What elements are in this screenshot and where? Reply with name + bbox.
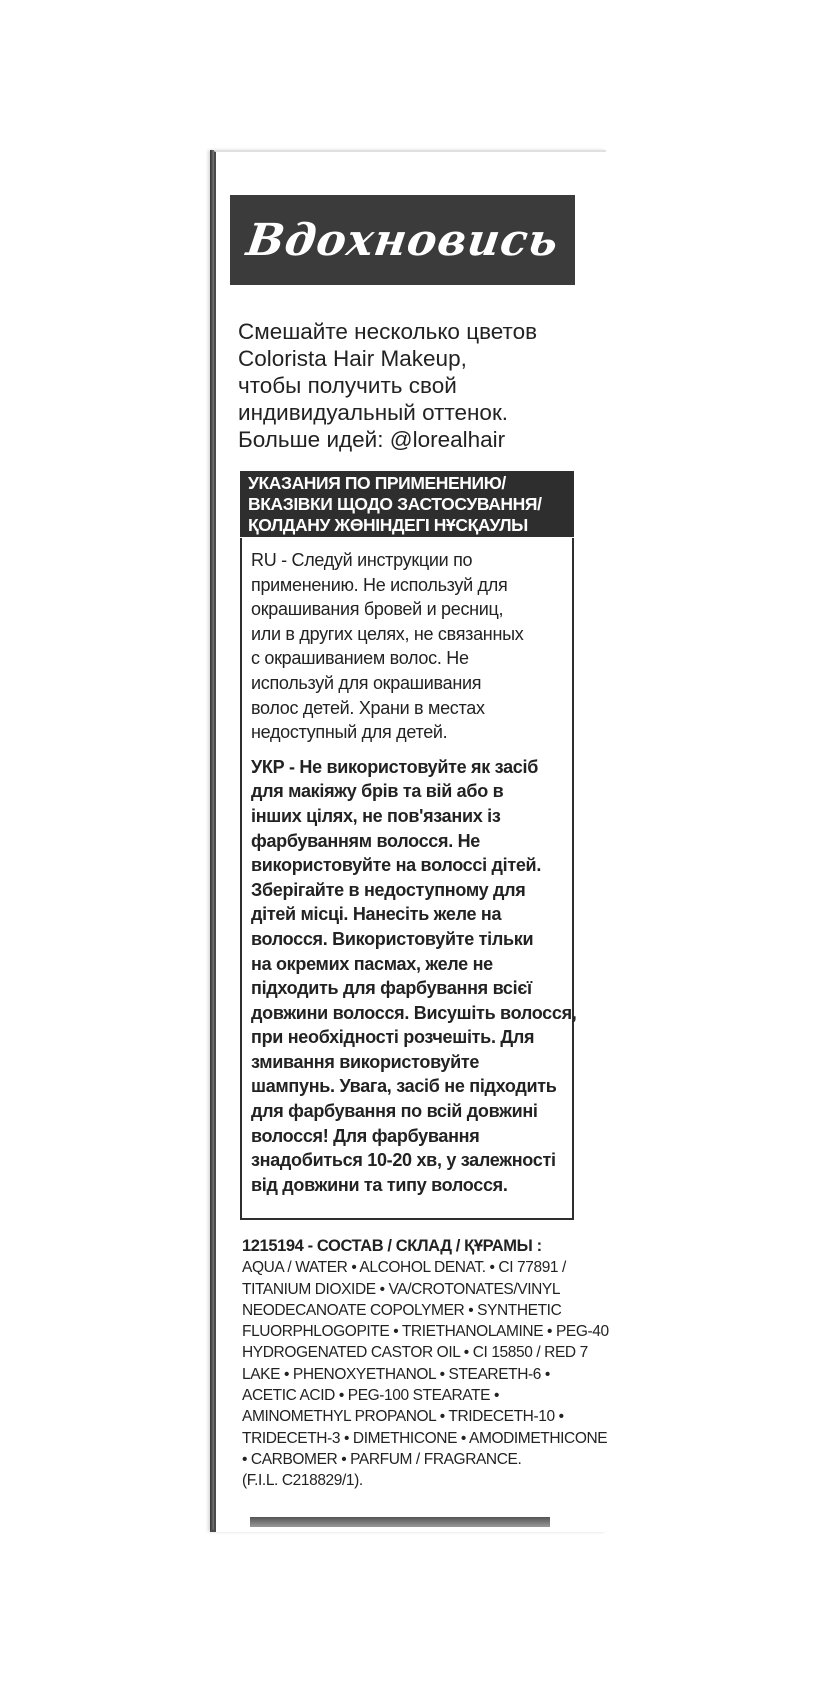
ukr-line: від довжини та типу волосся. bbox=[251, 1174, 508, 1195]
directions-header bbox=[240, 471, 574, 537]
ru-line: используй для окрашивания bbox=[251, 672, 482, 693]
directions-ru bbox=[251, 548, 566, 745]
intro-text bbox=[238, 318, 588, 453]
ukr-line: знадобиться 10-20 хв, у залежності bbox=[251, 1150, 556, 1171]
ukr-line: дітей місці. Нанесіть желе на bbox=[251, 904, 502, 925]
ingredients-line: FLUORPHLOGOPITE • TRIETHANOLAMINE • PEG-40 bbox=[242, 1323, 609, 1341]
ingredients-line: • CARBOMER • PARFUM / FRAGRANCE. bbox=[242, 1450, 522, 1468]
package-bottom-stripe bbox=[250, 1517, 550, 1527]
ukr-line: довжини волосся. Висушіть волосся, bbox=[251, 1002, 577, 1023]
directions-header-line: ҚОЛДАНУ ЖӨНІНДЕГІ НҰСҚАУЛЫ bbox=[248, 515, 528, 535]
directions-box bbox=[240, 538, 577, 1220]
ukr-line: при необхідності розчешіть. Для bbox=[251, 1027, 535, 1048]
intro-line: Больше идей: @lorealhair bbox=[238, 427, 506, 452]
ingredients-line: LAKE • PHENOXYETHANOL • STEARETH-6 • bbox=[242, 1365, 550, 1383]
ukr-line: для макіяжу брів та вій або в bbox=[251, 781, 504, 802]
ukr-line: волосся. Використовуйте тільки bbox=[251, 928, 534, 949]
ingredients-header: 1215194 - СОСТАВ / СКЛАД / ҚҰРАМЫ : bbox=[242, 1237, 542, 1255]
ukr-line: змивання використовуйте bbox=[251, 1051, 480, 1072]
ukr-line: підходить для фарбування всієї bbox=[251, 978, 532, 999]
banner-title: Вдохновись bbox=[243, 214, 562, 266]
ru-line: окрашивания бровей и ресниц, bbox=[251, 599, 504, 620]
ingredients-line: AQUA / WATER • ALCOHOL DENAT. • CI 77891 / bbox=[242, 1259, 566, 1277]
ukr-line: для фарбування по всій довжині bbox=[251, 1101, 538, 1122]
ukr-line: інших цілях, не пов'язаних із bbox=[251, 805, 501, 826]
ingredients-list bbox=[242, 1236, 609, 1492]
ru-line: с окрашиванием волос. Не bbox=[251, 648, 469, 669]
ingredients-line: NEODECANOATE COPOLYMER • SYNTHETIC bbox=[242, 1301, 562, 1319]
ru-line: недоступный для детей. bbox=[251, 722, 448, 743]
ukr-line: використовуйте на волоссі дітей. bbox=[251, 855, 542, 876]
ru-line: или в других целях, не связанных bbox=[251, 623, 524, 644]
ingredients-line: HYDROGENATED CASTOR OIL • CI 15850 / RED 7 bbox=[242, 1344, 588, 1362]
inspire-banner bbox=[230, 195, 575, 285]
ukr-line: Зберігайте в недоступному для bbox=[251, 879, 526, 900]
ingredients-line: AMINOMETHYL PROPANOL • TRIDECETH-10 • bbox=[242, 1408, 564, 1426]
ingredients-line: (F.I.L. C218829/1). bbox=[242, 1472, 363, 1490]
ukr-line: фарбуванням волосся. Не bbox=[251, 830, 481, 851]
ru-line: волос детей. Храни в местах bbox=[251, 697, 485, 718]
directions-ukr bbox=[251, 755, 577, 1198]
intro-line: чтобы получить свой bbox=[238, 373, 457, 398]
intro-line: индивидуальный оттенок. bbox=[238, 400, 509, 425]
ru-line: применению. Не используй для bbox=[251, 574, 508, 595]
ukr-line: УКР - Не використовуйте як засіб bbox=[251, 756, 539, 777]
ukr-line: волосся! Для фарбування bbox=[251, 1125, 480, 1146]
ingredients-line: ACETIC ACID • PEG-100 STEARATE • bbox=[242, 1387, 500, 1405]
directions-header-line: УКАЗАНИЯ ПО ПРИМЕНЕНИЮ/ bbox=[248, 473, 506, 493]
ru-line: RU - Следуй инструкции по bbox=[251, 550, 473, 570]
package-edge-shadow bbox=[210, 150, 214, 1530]
directions-header-line: ВКАЗІВКИ ЩОДО ЗАСТОСУВАННЯ/ bbox=[248, 494, 542, 514]
ingredients-line: TRIDECETH-3 • DIMETHICONE • AMODIMETHICONE bbox=[242, 1429, 608, 1447]
ukr-line: на окремих пасмах, желе не bbox=[251, 953, 493, 974]
intro-line: Смешайте несколько цветов bbox=[238, 319, 538, 344]
ukr-line: шампунь. Увага, засіб не підходить bbox=[251, 1076, 557, 1097]
ingredients-line: TITANIUM DIOXIDE • VA/CROTONATES/VINYL bbox=[242, 1280, 561, 1298]
intro-line: Colorista Hair Makeup, bbox=[238, 346, 467, 371]
